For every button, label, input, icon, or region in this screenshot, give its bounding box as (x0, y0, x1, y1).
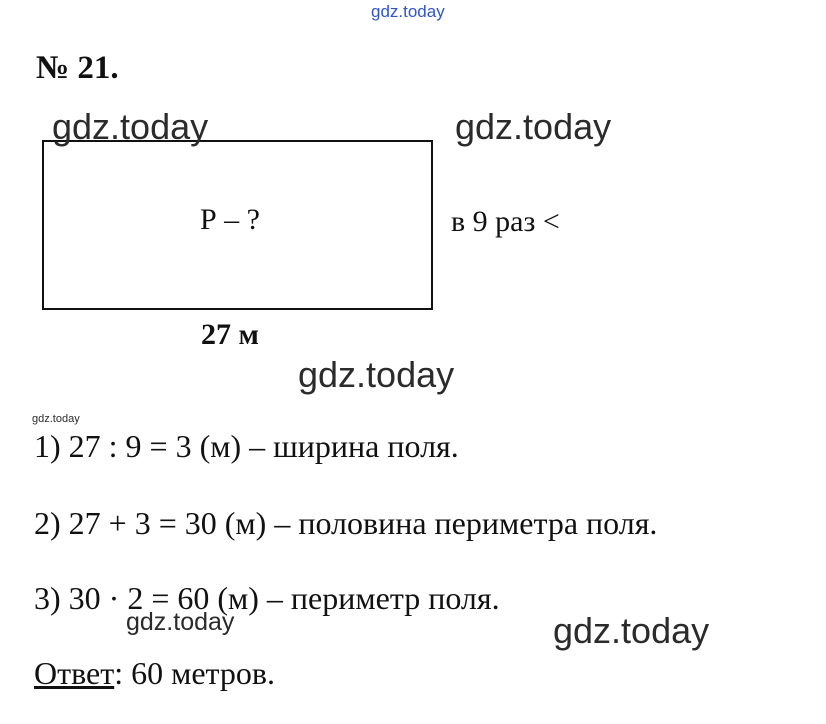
problem-number: № 21. (36, 50, 119, 86)
length-label: 27 м (201, 318, 259, 351)
watermark: gdz.today (455, 106, 612, 147)
watermark: gdz.today (52, 106, 209, 147)
answer-line (34, 655, 275, 692)
solution-step-2: 2) 27 + 3 = 30 (м) – половина периметра поля. (34, 505, 658, 541)
watermark: gdz.today (126, 608, 235, 636)
watermark: gdz.today (32, 413, 80, 425)
watermark: gdz.today (298, 354, 455, 395)
solution-step-1: 1) 27 : 9 = 3 (м) – ширина поля. (34, 428, 459, 464)
width-relation-label: в 9 раз < (451, 205, 560, 238)
answer-value: : 60 метров. (114, 655, 276, 691)
watermark: gdz.today (553, 610, 710, 651)
answer-label: Ответ (34, 655, 115, 691)
perimeter-question: Р – ? (200, 203, 260, 236)
solution-step-3: 3) 30 · 2 = 60 (м) – периметр поля. (34, 580, 500, 616)
watermark-top: gdz.today (371, 2, 445, 21)
